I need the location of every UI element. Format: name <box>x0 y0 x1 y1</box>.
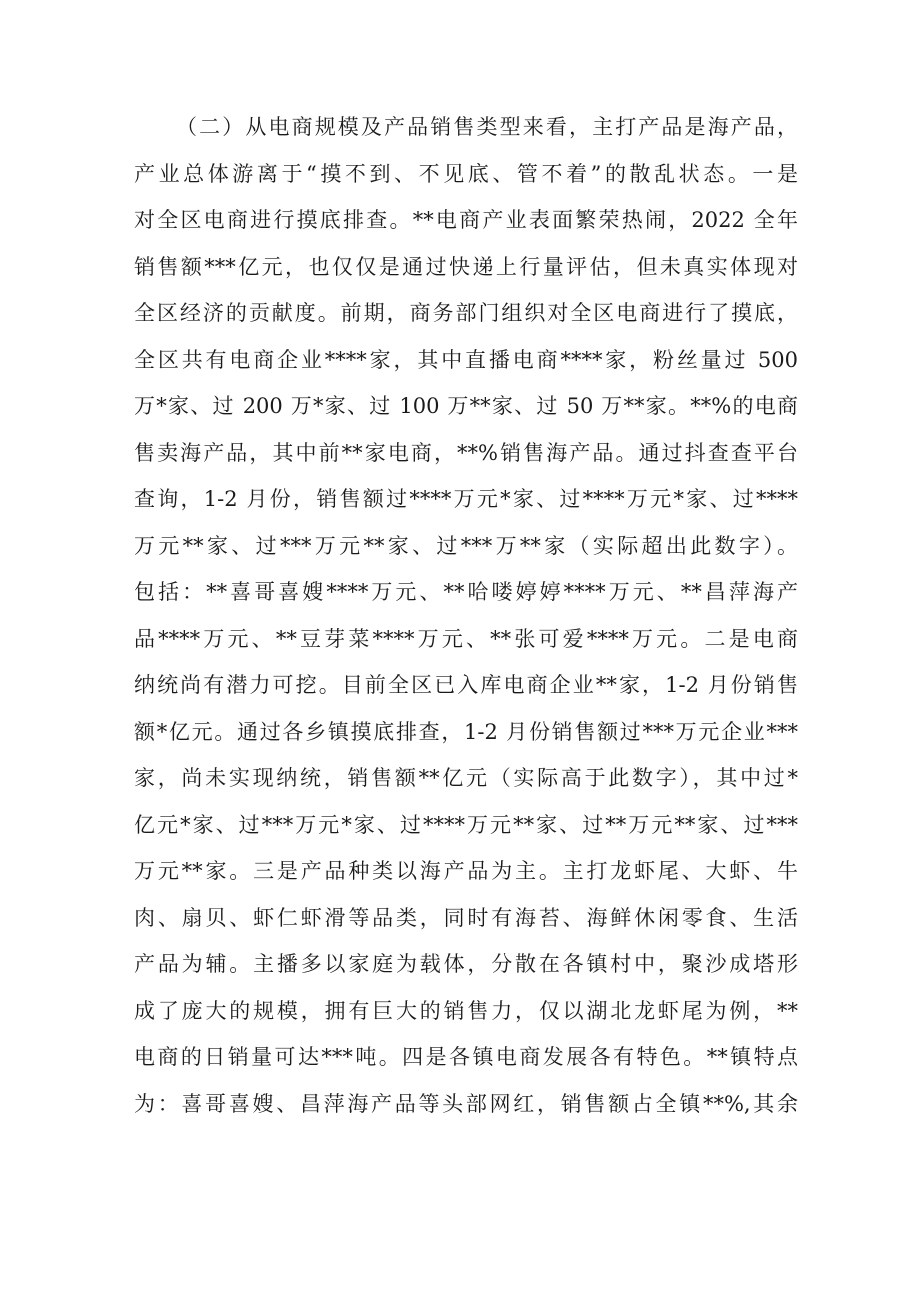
text-line: 万元**家。三是产品种类以海产品为主。主打龙虾尾、大虾、牛 <box>134 859 798 883</box>
text-line: 成了庞大的规模，拥有巨大的销售力，仅以湖北龙虾尾为例，** <box>134 998 798 1023</box>
text-line: 全区共有电商企业****家，其中直播电商****家，粉丝量过 500 <box>134 347 798 372</box>
text-line: 为：喜哥喜嫂、昌萍海产品等头部网红，销售额占全镇**%,其余 <box>134 1091 798 1116</box>
text-line: 销售额***亿元，也仅仅是通过快递上行量评估，但未真实体现对 <box>134 254 798 279</box>
text-line: 电商的日销量可达***吨。四是各镇电商发展各有特色。**镇特点 <box>134 1045 798 1069</box>
text-line: 纳统尚有潜力可挖。目前全区已入库电商企业**家，1-2 月份销售 <box>134 673 798 697</box>
text-line: 包括：**喜哥喜嫂****万元、**哈喽婷婷****万元、**昌萍海产 <box>134 580 798 604</box>
text-line: 产业总体游离于“摸不到、不见底、管不着”的散乱状态。一是 <box>134 161 798 186</box>
text-line: 查询，1-2 月份，销售额过****万元*家、过****万元*家、过**** <box>134 487 798 511</box>
body-paragraph <box>134 104 798 1127</box>
text-line: 万元**家、过***万元**家、过***万**家（实际超出此数字）。 <box>134 533 798 558</box>
text-line: 家，尚未实现纳统，销售额**亿元（实际高于此数字），其中过* <box>134 766 798 790</box>
text-line: 亿元*家、过***万元*家、过****万元**家、过**万元**家、过*** <box>134 812 798 837</box>
text-line: 产品为辅。主播多以家庭为载体，分散在各镇村中，聚沙成塔形 <box>134 952 798 976</box>
text-line: 品****万元、**豆芽菜****万元、**张可爱****万元。二是电商 <box>134 626 798 651</box>
text-line: 对全区电商进行摸底排查。**电商产业表面繁荣热闹，2022 全年 <box>134 208 798 232</box>
text-line: （二）从电商规模及产品销售类型来看，主打产品是海产品， <box>176 115 798 139</box>
text-line: 肉、扇贝、虾仁虾滑等品类，同时有海苔、海鲜休闲零食、生活 <box>134 905 798 930</box>
text-line: 额*亿元。通过各乡镇摸底排查，1-2 月份销售额过***万元企业*** <box>134 719 798 744</box>
text-line: 售卖海产品，其中前**家电商，**%销售海产品。通过抖查查平台 <box>134 440 798 465</box>
text-line: 万*家、过 200 万*家、过 100 万**家、过 50 万**家。**%的电商 <box>134 394 798 418</box>
text-line: 全区经济的贡献度。前期，商务部门组织对全区电商进行了摸底， <box>134 301 798 325</box>
